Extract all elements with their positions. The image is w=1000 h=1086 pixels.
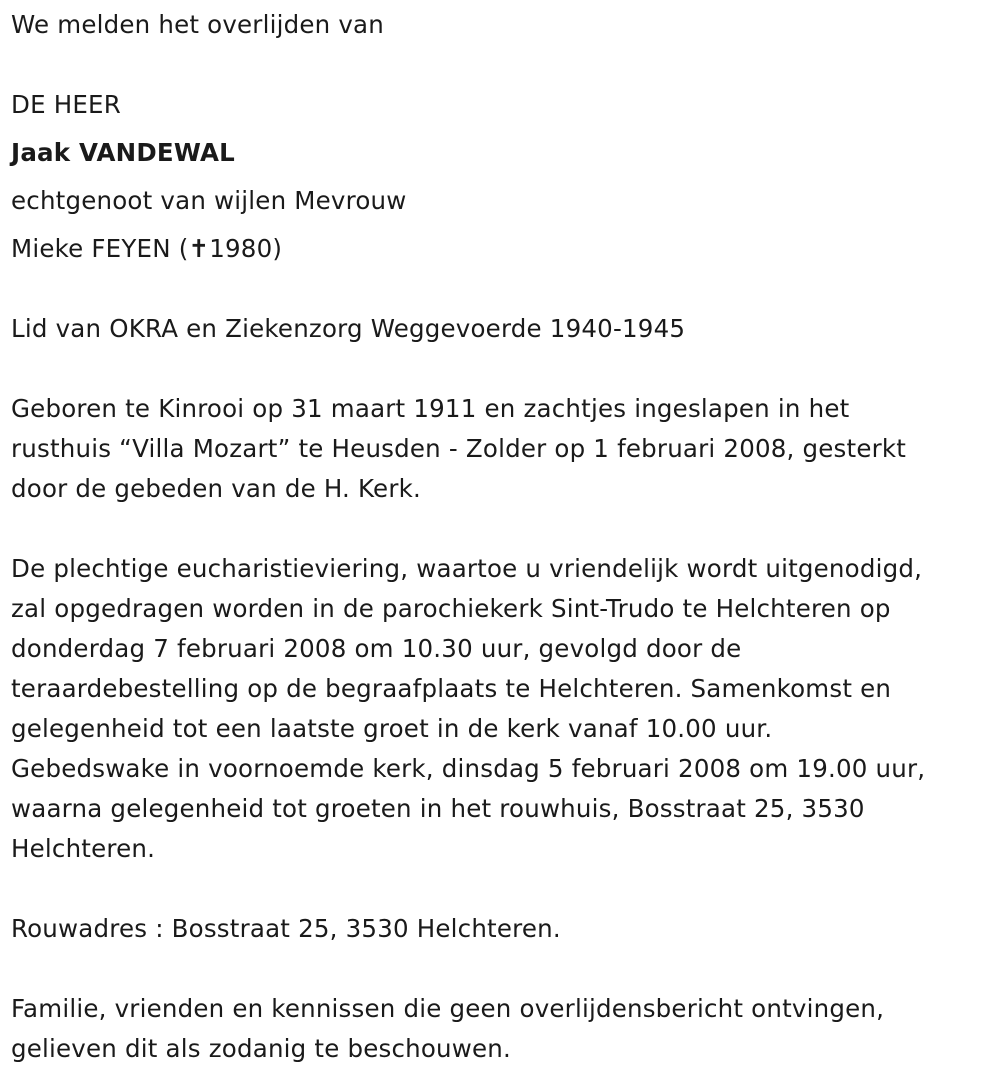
closing-line: gelieven dit als zodanig te beschouwen. [11,1034,512,1063]
spouse-line-2: Mieke FEYEN (✝1980) [11,234,283,263]
mourning-address: Rouwadres : Bosstraat 25, 3530 Helchteren. [11,914,561,943]
spouse-line-1: echtgenoot van wijlen Mevrouw [11,186,407,215]
closing-paragraph [11,989,996,1069]
deceased-name: Jaak VANDEWAL [11,138,235,167]
ceremony-line: gelegenheid tot een laatste groet in de kerk vanaf 10.00 uur. [11,714,773,743]
honorific-title: DE HEER [11,90,121,119]
membership-text: Lid van OKRA en Ziekenzorg Weggevoerde 1940-1945 [11,314,686,343]
ceremony-line: De plechtige eucharistieviering, waartoe u vriendelijk wordt uitgenodigd, [11,554,923,583]
birth-line: rusthuis “Villa Mozart” te Heusden - Zolder op 1 februari 2008, gesterkt [11,434,907,463]
birth-paragraph [11,389,996,509]
birth-line: door de gebeden van de H. Kerk. [11,474,421,503]
closing-line: Familie, vrienden en kennissen die geen overlijdensbericht ontvingen, [11,994,885,1023]
ceremony-line: teraardebestelling op de begraafplaats te Helchteren. Samenkomst en [11,674,892,703]
ceremony-line: Helchteren. [11,834,156,863]
ceremony-line: zal opgedragen worden in de parochiekerk Sint-Trudo te Helchteren op [11,594,891,623]
ceremony-line: Gebedswake in voornoemde kerk, dinsdag 5 februari 2008 om 19.00 uur, [11,754,926,783]
ceremony-paragraph [11,549,996,869]
ceremony-line: waarna gelegenheid tot groeten in het rouwhuis, Bosstraat 25, 3530 [11,794,865,823]
intro-text: We melden het overlijden van [11,10,384,39]
birth-line: Geboren te Kinrooi op 31 maart 1911 en zachtjes ingeslapen in het [11,394,850,423]
ceremony-line: donderdag 7 februari 2008 om 10.30 uur, gevolgd door de [11,634,742,663]
